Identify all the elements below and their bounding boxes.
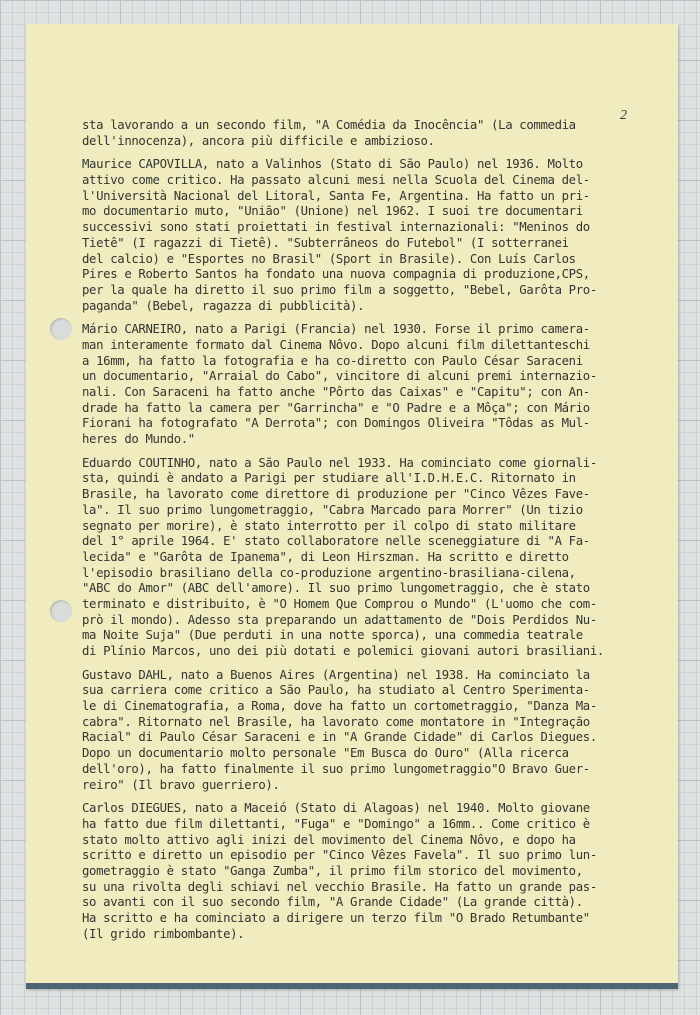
text-line: su una rivolta degli schiavi nel vecchio Brasile. Ha fatto un grande pas- [82,879,597,894]
text-line: del calcio) e "Esportes no Brasil" (Sport in Brasile). Con Luís Carlos [82,251,576,266]
text-line: sta, quindi è andato a Parigi per studiare all'I.D.H.E.C. Ritornato in [82,471,576,486]
text-line: Tietê" (I ragazzi di Tietê). "Subterrâneos do Futebol" (I sotterranei [82,235,569,250]
text-line: Maurice CAPOVILLA, nato a Valinhos (Stato di São Paulo) nel 1936. Molto [82,157,583,172]
text-line: sta lavorando a un secondo film, "A Comédia da Inocência" (La commedia [82,118,576,132]
text-line: Fiorani ha fotografato "A Derrota"; con Domingos Oliveira "Tôdas as Mul- [82,416,590,431]
text-line: di Plínio Marcos, uno dei più dotati e polemici giovani autori brasiliani. [82,644,604,658]
text-line: l'Università Nacional del Litoral, Santa Fe, Argentina. Ha fatto un pri- [82,188,590,203]
text-line: ma Noite Suja" (Due perduti in una notte sporca), una commedia teatrale [82,628,583,643]
text-line: per la quale ha diretto il suo primo film a soggetto, "Bebel, Garôta Pro- [82,282,597,297]
paragraph-carneiro [82,322,662,448]
punch-hole-bottom [50,600,72,622]
paragraph-intro [82,118,662,149]
text-line: mo documentario muto, "União" (Unione) nel 1962. I suoi tre documentari [82,204,583,219]
text-line: attivo come critico. Ha passato alcuni mesi nella Scuola del Cinema del- [82,173,590,188]
text-line: cabra". Ritornato nel Brasile, ha lavorato come montatore in "Integração [82,714,590,729]
text-line: dell'oro), ha fatto finalmente il suo primo lungometraggio"O Bravo Guer- [82,761,590,776]
text-line: Dopo un documentario molto personale "Em Busca do Ouro" (Alla ricerca [82,746,569,761]
sheet-bottom-edge [26,983,678,989]
text-line: ha fatto due film dilettanti, "Fuga" e "Domingo" a 16mm.. Come critico è [82,816,590,831]
text-line: paganda" (Bebel, ragazza di pubblicità). [82,298,365,313]
text-line: un documentario, "Arraial do Cabo", vincitore di alcuni premi internazio- [82,369,597,384]
text-line: prò il mondo). Adesso sta preparando un adattamento de "Dois Perdidos Nu- [82,612,597,627]
paragraph-diegues [82,801,662,942]
text-line: Racial" di Paulo César Saraceni e in "A Grande Cidade" di Carlos Diegues. [82,730,597,745]
text-line: dell'innocenza), ancora più difficile e ambizioso. [82,133,435,148]
text-line: Mário CARNEIRO, nato a Parigi (Francia) nel 1930. Forse il primo camera- [82,322,590,337]
text-line: Brasile, ha lavorato come direttore di produzione per "Cinco Vêzes Fave- [82,487,590,502]
text-line: segnato per morire), è stato interrotto per il colpo di stato militare [82,518,576,533]
paragraph-capovilla [82,157,662,314]
text-line: stato molto attivo agli inizi del movimento del Cinema Nôvo, e dopo ha [82,832,576,847]
text-line: drade ha fatto la camera per "Garrincha" e "O Padre e a Môça"; con Mário [82,400,590,415]
text-line: del 1° aprile 1964. E' stato collaboratore nelle sceneggiature di "A Fa- [82,534,590,549]
page-number: 2 [620,108,627,123]
text-line: terminato e distribuito, è "O Homem Que Comprou o Mundo" (L'uomo che com- [82,596,597,611]
text-line: nali. Con Saraceni ha fatto anche "Pôrto das Caixas" e "Capitu"; con An- [82,385,590,399]
text-line: a 16mm, ha fatto la fotografia e ha co-diretto con Paulo César Saraceni [82,353,583,368]
punch-hole-top [50,318,72,340]
text-line: "ABC do Amor" (ABC dell'amore). Il suo primo lungometraggio, che è stato [82,581,590,596]
text-line: man interamente formato dal Cinema Nôvo. Dopo alcuni film dilettanteschi [82,337,590,352]
text-line: successivi sono stati proiettati in festival internazionali: "Meninos do [82,220,590,235]
text-line: reiro" (Il bravo guerriero). [82,777,280,792]
text-line: l'episodio brasiliano della co-produzione argentino-brasiliana-cilena, [82,565,576,580]
typewritten-text [82,118,662,950]
text-line: Eduardo COUTINHO, nato a São Paulo nel 1933. Ha cominciato come giornali- [82,455,597,470]
text-line: sua carriera come critico a São Paulo, ha studiato al Centro Sperimenta- [82,683,590,698]
paragraph-coutinho [82,456,662,660]
text-line: scritto e diretto un episodio per "Cinco Vêzes Favela". Il suo primo lun- [82,848,597,863]
text-line: so avanti con il suo secondo film, "A Grande Cidade" (La grande città). [82,895,583,910]
text-line: Pires e Roberto Santos ha fondato una nuova compagnia di produzione,CPS, [82,267,590,282]
text-line: lecida" e "Garôta de Ipanema", di Leon Hirszman. Ha scritto e diretto [82,549,569,564]
paragraph-dahl [82,668,662,794]
text-line: le di Cinematografia, a Roma, dove ha fatto un cortometraggio, "Danza Ma- [82,699,597,714]
text-line: Ha scritto e ha cominciato a dirigere un terzo film "O Brado Retumbante" [82,911,590,925]
text-line: (Il grido rimbombante). [82,926,245,941]
text-line: gometraggio è stato "Ganga Zumba", il primo film storico del movimento, [82,863,583,878]
text-line: Gustavo DAHL, nato a Buenos Aires (Argentina) nel 1938. Ha cominciato la [82,667,590,682]
text-line: heres do Mundo." [82,432,195,447]
text-line: Carlos DIEGUES, nato a Maceió (Stato di Alagoas) nel 1940. Molto giovane [82,801,590,816]
text-line: la". Il suo primo lungometraggio, "Cabra Marcado para Morrer" (Un tizio [82,502,583,517]
